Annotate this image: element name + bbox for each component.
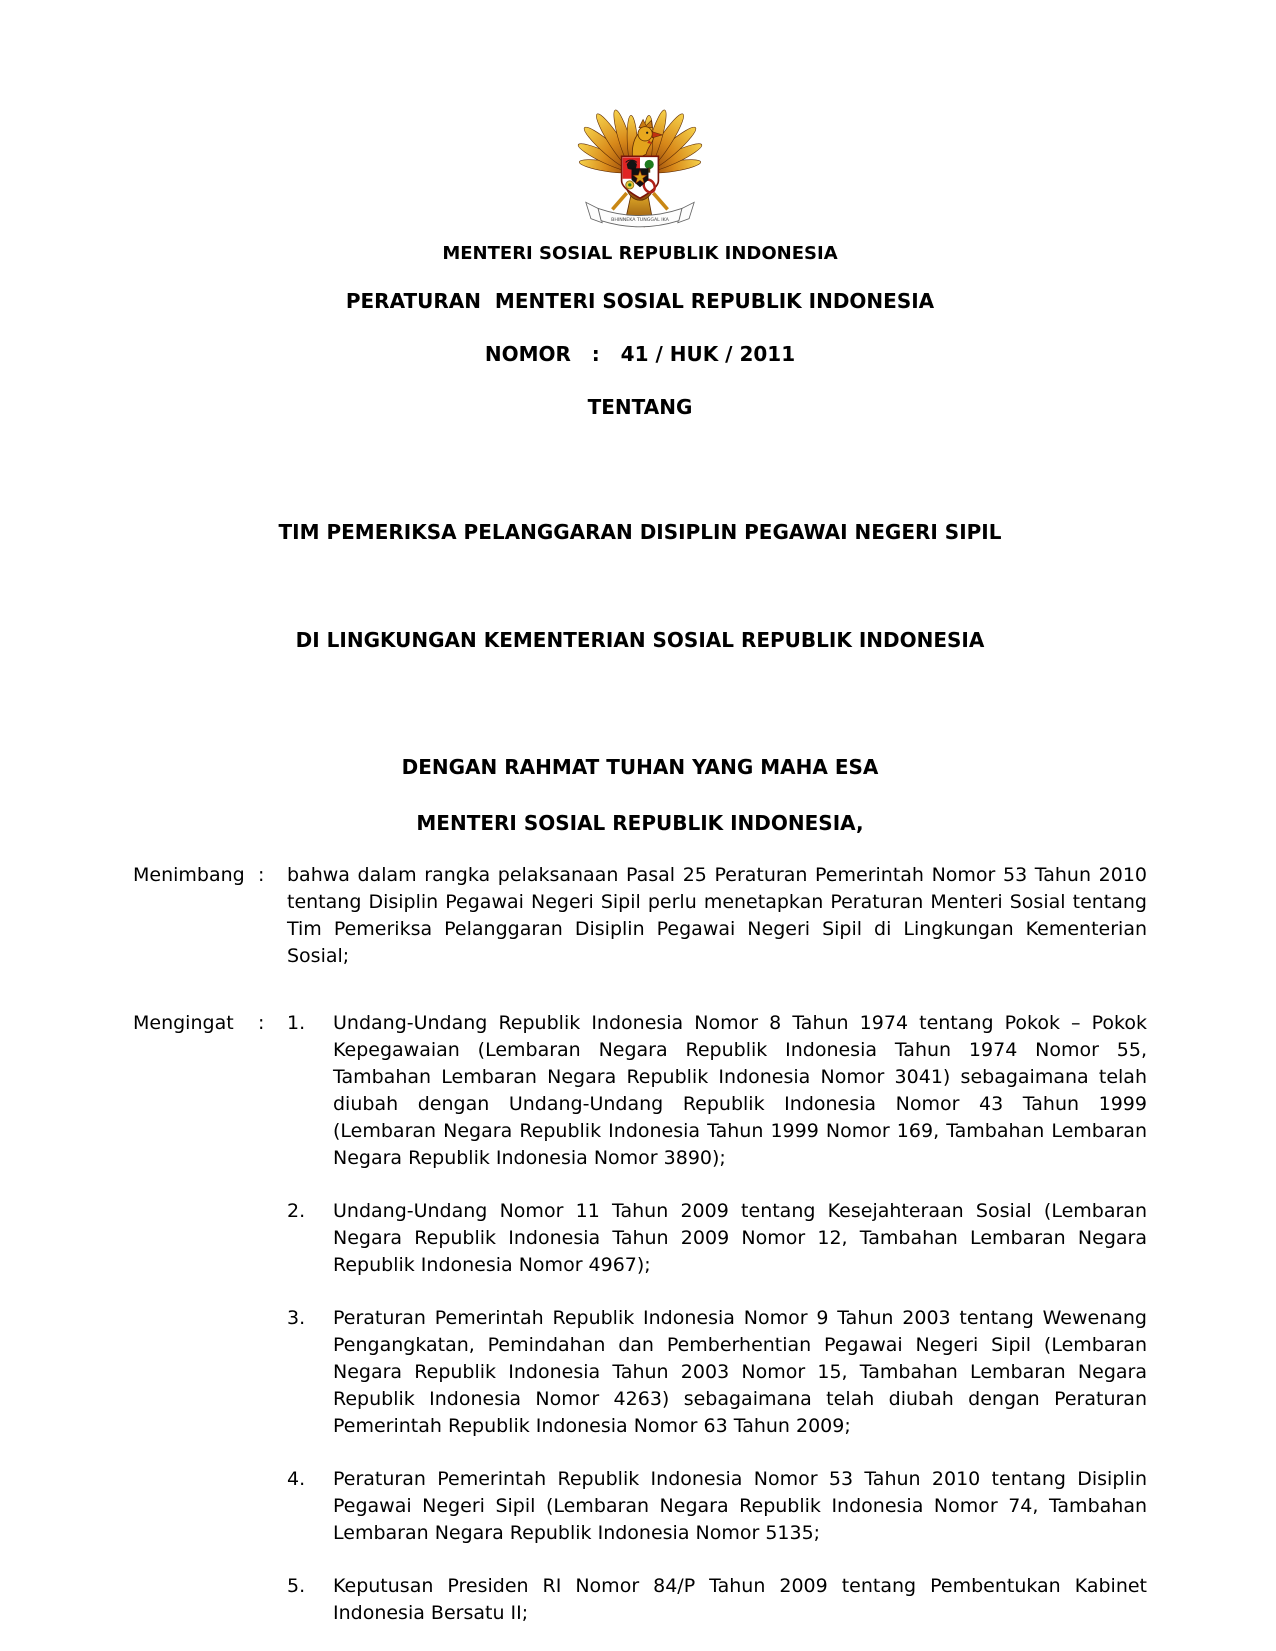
list-item-text: Peraturan Pemerintah Republik Indonesia Nomor 9 Tahun 2003 tentang Wewenang Pengangkatan, Pemindahan dan Pemberhentian Pegawai Negeri Sipil (Lembaran Negara Republik Indonesia Tahun 2003 Nomor 15, Tambahan Lembaran Negara Republik Indonesia Nomor 4263) sebagaimana telah diubah dengan Peraturan Pemerintah Republik Indonesia Nomor 63 Tahun 2009; (333, 1307, 1147, 1437)
recalling-section (133, 1010, 1147, 1627)
list-item-number: 5. (287, 1575, 306, 1597)
list-item (287, 1198, 1147, 1279)
list-item (287, 1305, 1147, 1440)
emblem-shield (622, 156, 659, 198)
list-item-number: 3. (287, 1307, 306, 1329)
list-item (287, 1010, 1147, 1172)
list-item-text: Keputusan Presiden RI Nomor 84/P Tahun 2009 tentang Pembentukan Kabinet Indonesia Bersatu II; (333, 1575, 1147, 1624)
considering-section (133, 862, 1147, 970)
list-item-number: 2. (287, 1200, 306, 1222)
regulation-title: PERATURAN MENTERI SOSIAL REPUBLIK INDONESIA (345, 289, 935, 313)
regulation-number: NOMOR : 41 / HUK / 2011 (484, 342, 796, 366)
list-item-text: Undang-Undang Republik Indonesia Nomor 8 Tahun 1974 tentang Pokok – Pokok Kepegawaian (Lembaran Negara Republik Indonesia Tahun 1974 Nomor 55, Tambahan Lembaran Negara Republik Indonesia Nomor 3041) sebagaimana telah diubah dengan Undang-Undang Republik Indonesia Nomor 43 Tahun 1999 (Lembaran Negara Republik Indonesia Tahun 1999 Nomor 169, Tambahan Lembaran Negara Republik Indonesia Nomor 3890); (333, 1012, 1147, 1169)
issuer-caption: MENTERI SOSIAL REPUBLIK INDONESIA (442, 243, 838, 264)
list-item-number: 4. (287, 1468, 306, 1490)
list-item (287, 1466, 1147, 1547)
invocation-line: DENGAN RAHMAT TUHAN YANG MAHA ESA (401, 755, 879, 779)
recalling-separator: : (258, 1012, 265, 1034)
tentang-label: TENTANG (587, 395, 693, 419)
considering-label: Menimbang (133, 864, 245, 886)
subject-line-1: TIM PEMERIKSA PELANGGARAN DISIPLIN PEGAWAI NEGERI SIPIL (278, 520, 1002, 544)
garuda-pancasila-icon (575, 97, 705, 234)
list-item (287, 1573, 1147, 1627)
authority-line: MENTERI SOSIAL REPUBLIK INDONESIA, (416, 811, 864, 835)
emblem-container (133, 0, 1147, 234)
list-item-number: 1. (287, 1012, 306, 1034)
emblem-motto-text: BHINNEKA TUNGGAL IKA (611, 218, 669, 224)
list-item-text: Peraturan Pemerintah Republik Indonesia Nomor 53 Tahun 2010 tentang Disiplin Pegawai Negeri Sipil (Lembaran Negara Republik Indonesia Nomor 74, Tambahan Lembaran Negara Republik Indonesia Nomor 5135; (333, 1468, 1147, 1544)
considering-text: bahwa dalam rangka pelaksanaan Pasal 25 Peraturan Pemerintah Nomor 53 Tahun 2010 tentang Disiplin Pegawai Negeri Sipil perlu menetapkan Peraturan Menteri Sosial tentang Tim Pemeriksa Pelanggaran Disiplin Pegawai Negeri Sipil di Lingkungan Kementerian Sosial; (287, 864, 1147, 967)
recalling-items (287, 1010, 1147, 1627)
considering-separator: : (258, 864, 265, 886)
recalling-label: Mengingat (133, 1012, 234, 1034)
subject-line-2: DI LINGKUNGAN KEMENTERIAN SOSIAL REPUBLIK INDONESIA (295, 628, 985, 652)
regulation-subject (133, 442, 1147, 730)
list-item-text: Undang-Undang Nomor 11 Tahun 2009 tentang Kesejahteraan Sosial (Lembaran Negara Republik Indonesia Tahun 2009 Nomor 12, Tambahan Lembaran Negara Republik Indonesia Nomor 4967); (333, 1200, 1147, 1276)
